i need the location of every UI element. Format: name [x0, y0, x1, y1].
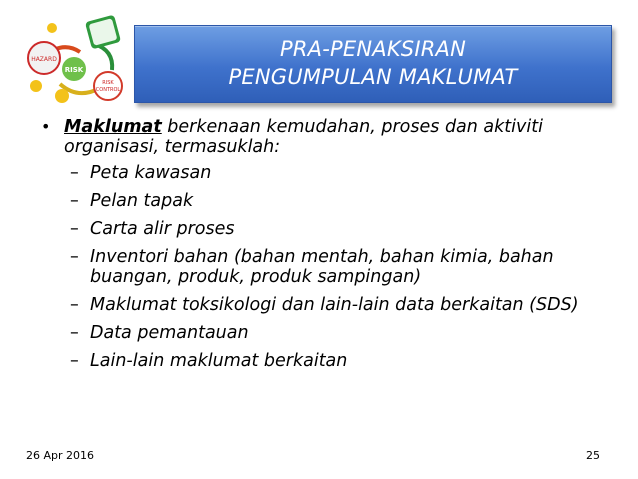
logo-label-hazard: HAZARD [31, 56, 57, 63]
dash-glyph: – [70, 191, 79, 211]
sub-item [38, 295, 598, 315]
sub-item-text: Peta kawasan [90, 163, 212, 183]
dash-glyph: – [70, 323, 79, 343]
dash-glyph: – [70, 295, 79, 315]
sub-item-text: Carta alir proses [90, 219, 235, 239]
sub-item [38, 247, 598, 287]
sub-item-text: Data pemantauan [90, 323, 249, 343]
bullet-glyph: • [41, 117, 51, 136]
safety-cycle-logo-graphic [22, 14, 134, 106]
sub-item-text: Pelan tapak [90, 191, 194, 211]
dash-glyph: – [70, 351, 79, 371]
bullet-text: berkenaan kemudahan, proses dan aktiviti organisasi, termasuklah: [64, 117, 543, 157]
sub-item [38, 351, 598, 371]
dash-glyph: – [70, 219, 79, 239]
slide-title-line-2: PENGUMPULAN MAKLUMAT [228, 65, 518, 89]
footer-date: 26 Apr 2016 [26, 449, 95, 462]
slide-title-line-1: PRA-PENAKSIRAN [280, 37, 466, 61]
slide-content [38, 117, 598, 379]
sub-item-text: Inventori bahan (bahan mentah, bahan kimia, bahan buangan, produk, produk sampingan) [90, 247, 554, 287]
dash-glyph: – [70, 163, 79, 183]
logo-label-risk-control: RISK [102, 80, 114, 86]
page-number: 25 [586, 449, 600, 462]
sub-item [38, 323, 598, 343]
logo-label-risk: RISK [64, 66, 84, 74]
sub-item [38, 191, 598, 211]
sub-item-text: Lain-lain maklumat berkaitan [90, 351, 348, 371]
svg-text:CONTROL: CONTROL [95, 87, 121, 93]
main-bullet [38, 117, 598, 157]
sub-item [38, 219, 598, 239]
dash-glyph: – [70, 247, 79, 267]
sub-item-text: Maklumat toksikologi dan lain-lain data berkaitan (SDS) [90, 295, 579, 315]
sub-list [38, 163, 598, 371]
slide-title-banner [134, 25, 612, 103]
sub-item [38, 163, 598, 183]
safety-cycle-logo [22, 14, 134, 106]
bullet-lead-term: Maklumat [64, 117, 162, 137]
